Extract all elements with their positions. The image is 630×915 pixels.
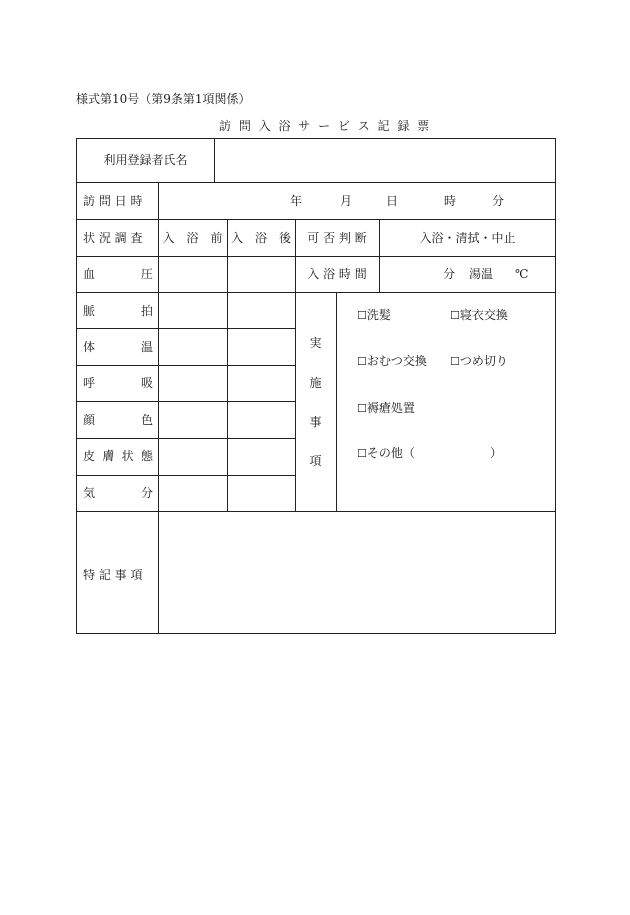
bath-time-label: 入 浴 時 間 bbox=[307, 267, 367, 281]
respiration-label bbox=[83, 376, 153, 390]
bath-outcome-options[interactable]: 入浴・清拭・中止 bbox=[419, 231, 516, 245]
implementation-label-char: 項 bbox=[309, 454, 322, 468]
row-divider bbox=[77, 475, 296, 476]
other-checkbox[interactable] bbox=[357, 446, 415, 461]
blood-pressure-char: 血 bbox=[83, 267, 96, 281]
diaper-change-label: おむつ交換 bbox=[366, 354, 427, 368]
implementation-label-char: 事 bbox=[309, 415, 322, 429]
complexion-after-field[interactable] bbox=[229, 403, 294, 437]
skin-condition-before-field[interactable] bbox=[160, 440, 226, 474]
row-divider bbox=[77, 256, 556, 257]
pulse-char: 脈 bbox=[83, 304, 96, 318]
row-divider bbox=[77, 438, 296, 439]
pulse-before-field[interactable] bbox=[160, 294, 226, 327]
nail-trim-checkbox[interactable] bbox=[450, 354, 508, 369]
after-bath-header: 入 浴 後 bbox=[230, 231, 291, 245]
registrant-name-label: 利用登録者氏名 bbox=[103, 153, 188, 167]
mood-char: 気 bbox=[83, 486, 96, 500]
hair-wash-label: 洗髪 bbox=[366, 308, 391, 322]
registrant-name-field[interactable] bbox=[216, 141, 554, 180]
body-temperature-before-field[interactable] bbox=[160, 330, 226, 364]
skin-condition-label bbox=[83, 449, 153, 463]
checkbox-icon: ☐ bbox=[357, 309, 367, 322]
checkbox-icon: ☐ bbox=[357, 355, 367, 368]
respiration-after-field[interactable] bbox=[229, 367, 294, 400]
special-notes-field[interactable] bbox=[160, 513, 555, 633]
visit-datetime-label bbox=[83, 194, 153, 208]
column-divider bbox=[158, 182, 159, 634]
blood-pressure-char: 圧 bbox=[140, 267, 153, 281]
form-title: 訪 問 入 浴 サ ー ビ ス 記 録 票 bbox=[219, 119, 432, 133]
skin-condition-char: 皮 bbox=[83, 449, 96, 463]
column-divider bbox=[336, 292, 337, 511]
other-details-field[interactable] bbox=[412, 443, 488, 461]
bedsore-care-checkbox[interactable] bbox=[357, 401, 415, 416]
body-temperature-label bbox=[83, 340, 153, 354]
implementation-label-char: 実 bbox=[309, 336, 322, 350]
row-divider bbox=[77, 401, 296, 402]
checkbox-icon: ☐ bbox=[357, 447, 367, 460]
respiration-char: 吸 bbox=[140, 376, 153, 390]
skin-condition-char: 状 bbox=[121, 449, 134, 463]
bedsore-care-label: 褥瘡処置 bbox=[366, 401, 415, 415]
visit-minute-unit: 分 bbox=[492, 194, 505, 208]
complexion-char: 色 bbox=[140, 413, 153, 427]
row-divider bbox=[77, 219, 556, 220]
diaper-change-checkbox[interactable] bbox=[357, 354, 427, 369]
body-temperature-char: 温 bbox=[140, 340, 153, 354]
skin-condition-char: 態 bbox=[140, 449, 153, 463]
form-reference: 様式第10号（第9条第1項関係） bbox=[76, 92, 251, 106]
bath-minutes-unit: 分 bbox=[443, 267, 456, 281]
nightwear-change-checkbox[interactable] bbox=[450, 308, 508, 323]
body-temperature-char: 体 bbox=[83, 340, 96, 354]
row-divider bbox=[77, 365, 296, 366]
before-bath-header: 入 浴 前 bbox=[162, 231, 223, 245]
other-label: その他（ bbox=[366, 446, 415, 460]
complexion-char: 顔 bbox=[83, 413, 96, 427]
complexion-label bbox=[83, 413, 153, 427]
nightwear-change-label: 寝衣交換 bbox=[459, 308, 508, 322]
complexion-before-field[interactable] bbox=[160, 403, 226, 437]
implementation-label-char: 施 bbox=[309, 376, 322, 390]
skin-condition-after-field[interactable] bbox=[229, 440, 294, 474]
blood-pressure-before-field[interactable] bbox=[160, 258, 226, 291]
checkbox-icon: ☐ bbox=[357, 402, 367, 415]
record-form-table bbox=[76, 138, 556, 634]
visit-day-unit: 日 bbox=[386, 194, 399, 208]
body-temperature-after-field[interactable] bbox=[229, 330, 294, 364]
visit-month-unit: 月 bbox=[340, 194, 353, 208]
respiration-before-field[interactable] bbox=[160, 367, 226, 400]
column-divider bbox=[379, 219, 380, 292]
mood-after-field[interactable] bbox=[229, 477, 294, 510]
pulse-label bbox=[83, 304, 153, 318]
mood-before-field[interactable] bbox=[160, 477, 226, 510]
pulse-char: 拍 bbox=[140, 304, 153, 318]
pulse-after-field[interactable] bbox=[229, 294, 294, 327]
row-divider bbox=[77, 511, 556, 512]
bath-time-field[interactable] bbox=[381, 258, 555, 291]
mood-label bbox=[83, 486, 153, 500]
nail-trim-label: つめ切り bbox=[459, 354, 508, 368]
other-close-paren: ） bbox=[490, 446, 503, 460]
checkbox-icon: ☐ bbox=[450, 309, 460, 322]
blood-pressure-after-field[interactable] bbox=[229, 258, 294, 291]
skin-condition-char: 膚 bbox=[102, 449, 115, 463]
column-divider bbox=[214, 139, 215, 182]
row-divider bbox=[77, 182, 556, 183]
visit-year-unit: 年 bbox=[290, 194, 303, 208]
row-divider bbox=[77, 292, 556, 293]
blood-pressure-label bbox=[83, 267, 153, 281]
column-divider bbox=[227, 219, 228, 511]
visit-hour-unit: 時 bbox=[444, 194, 457, 208]
mood-char: 分 bbox=[140, 486, 153, 500]
special-notes-label: 特 記 事 項 bbox=[83, 568, 143, 582]
visit-datetime-label-text: 訪 問 日 時 bbox=[83, 194, 143, 208]
hair-wash-checkbox[interactable] bbox=[357, 308, 391, 323]
temperature-unit: ℃ bbox=[515, 267, 529, 281]
condition-survey-label: 状 況 調 査 bbox=[83, 231, 143, 245]
checkbox-icon: ☐ bbox=[450, 355, 460, 368]
respiration-char: 呼 bbox=[83, 376, 96, 390]
judgement-header: 可 否 判 断 bbox=[307, 231, 367, 245]
row-divider bbox=[77, 328, 296, 329]
water-temperature-label: 湯温 bbox=[469, 267, 494, 281]
